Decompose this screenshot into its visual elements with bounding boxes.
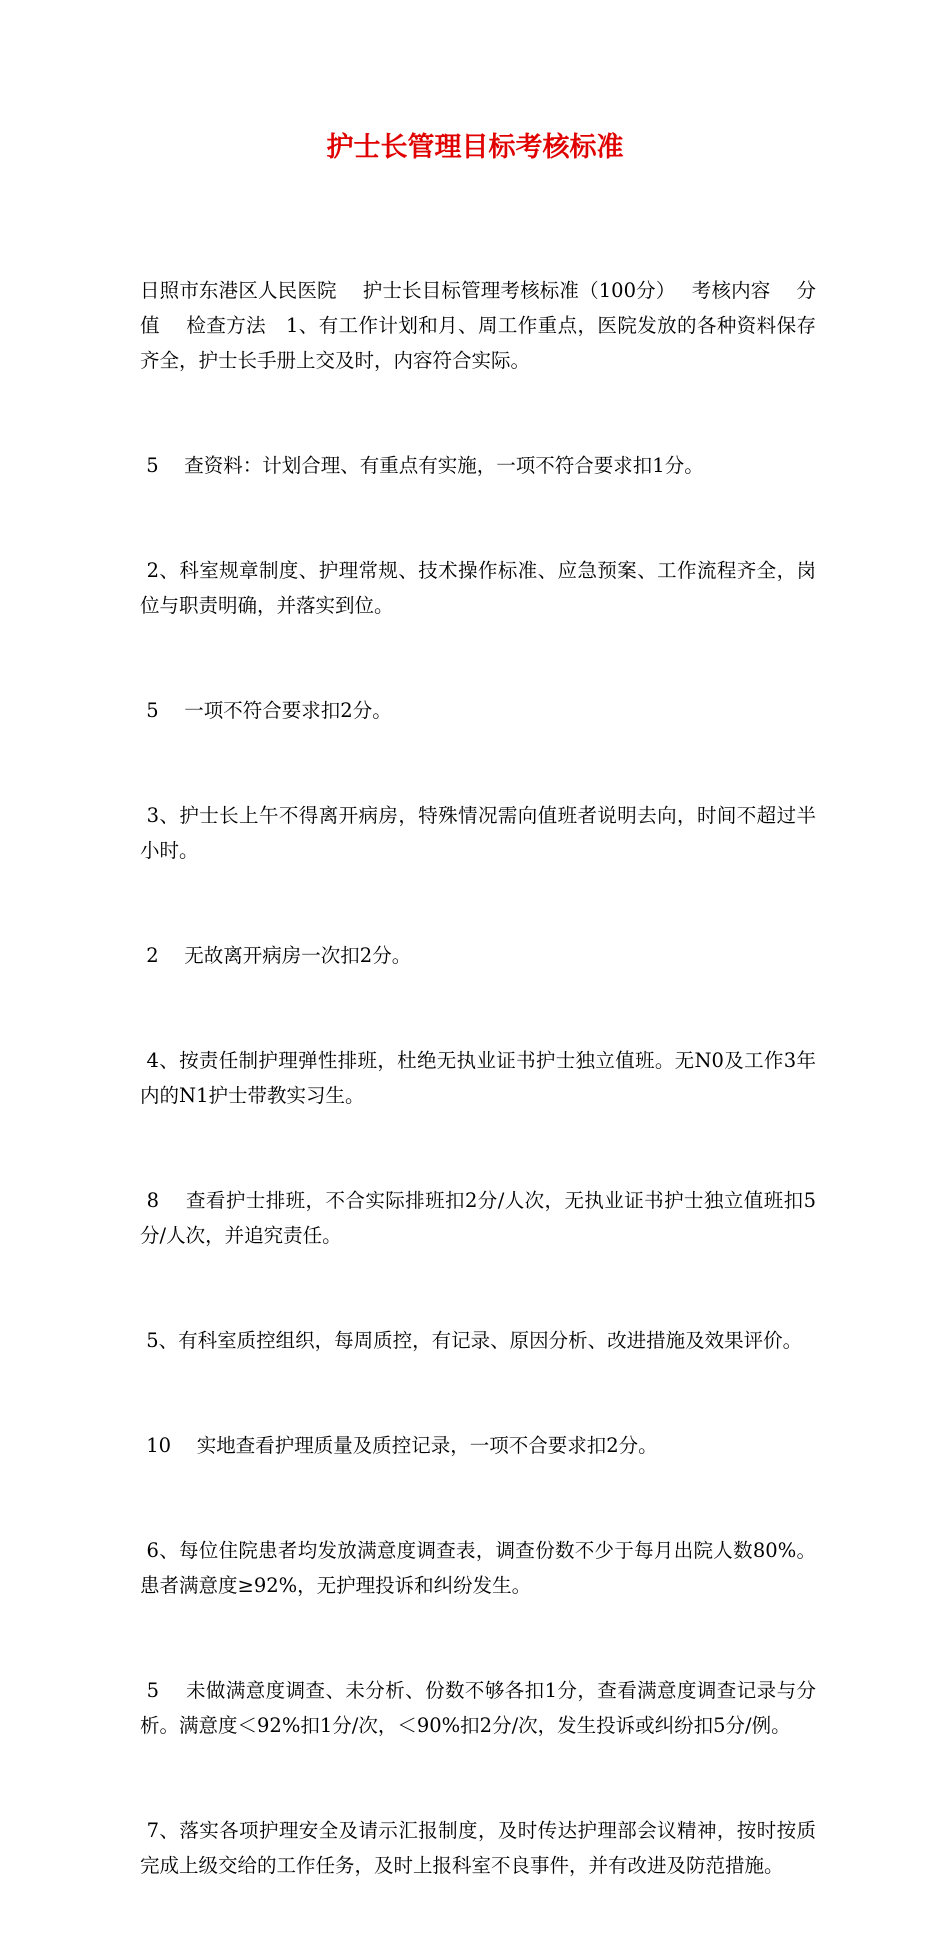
- paragraph: 5、有科室质控组织，每周质控，有记录、原因分析、改进措施及效果评价。: [140, 1329, 803, 1352]
- paragraph: 8 查看护士排班，不合实际排班扣2分/人次，无执业证书护士独立值班扣5分/人次，并追究责任。: [140, 1189, 816, 1247]
- paragraph: 5 查资料：计划合理、有重点有实施，一项不符合要求扣1分。: [140, 454, 704, 477]
- paragraph: 6、每位住院患者均发放满意度调查表，调查份数不少于每月出院人数80%。患者满意度≥92%，无护理投诉和纠纷发生。: [140, 1539, 817, 1597]
- paragraph: 4、按责任制护理弹性排班，杜绝无执业证书护士独立值班。无N0及工作3年内的N1护士带教实习生。: [140, 1049, 816, 1107]
- paragraph: 10 实地查看护理质量及质控记录，一项不合要求扣2分。: [140, 1434, 658, 1457]
- paragraph: 7、落实各项护理安全及请示汇报制度，及时传达护理部会议精神，按时按质完成上级交给的工作任务，及时上报科室不良事件，并有改进及防范措施。: [140, 1819, 816, 1877]
- page-title: 护士长管理目标考核标准: [326, 132, 624, 163]
- paragraph: 5 一项不符合要求扣2分。: [140, 699, 392, 722]
- paragraph: 2、科室规章制度、护理常规、技术操作标准、应急预案、工作流程齐全，岗位与职责明确，并落实到位。: [140, 559, 816, 617]
- document-body: [140, 203, 816, 1953]
- paragraph: 日照市东港区人民医院 护士长目标管理考核标准（100分） 考核内容 分值 检查方法 1、有工作计划和月、周工作重点，医院发放的各种资料保存齐全，护士长手册上交及时，内容符合实际。: [140, 279, 816, 372]
- paragraph: 3、护士长上午不得离开病房，特殊情况需向值班者说明去向，时间不超过半小时。: [140, 804, 816, 862]
- paragraph: 2 无故离开病房一次扣2分。: [140, 944, 412, 967]
- paragraph: 5 未做满意度调查、未分析、份数不够各扣1分，查看满意度调查记录与分析。满意度＜92%扣1分/次，＜90%扣2分/次，发生投诉或纠纷扣5分/例。: [140, 1679, 816, 1737]
